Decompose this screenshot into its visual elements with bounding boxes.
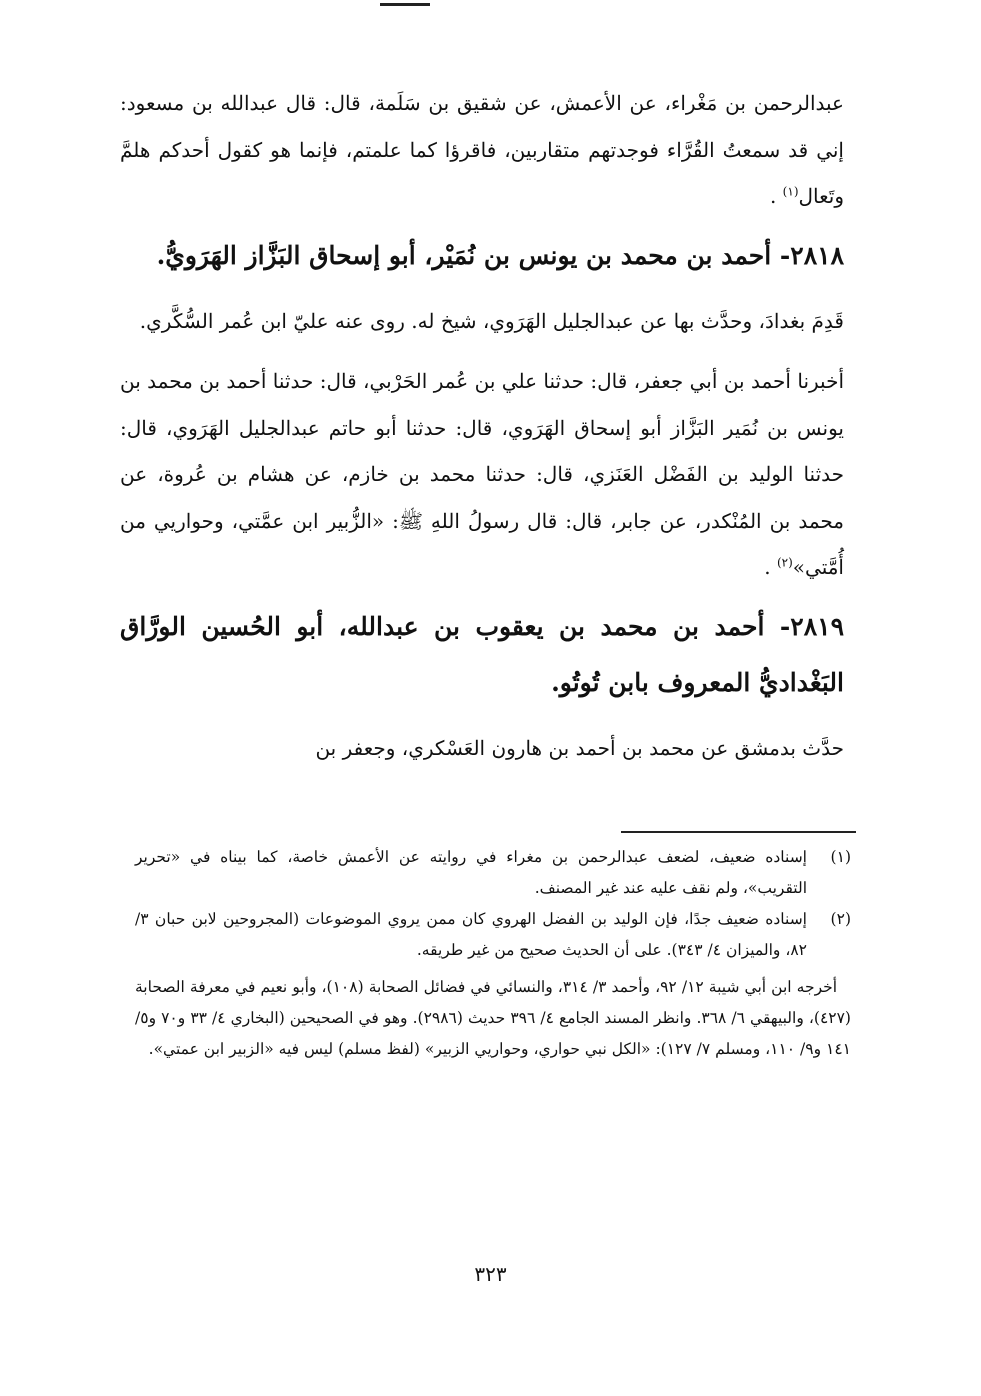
paragraph-tail: .: [769, 184, 783, 208]
footnote-1: [135, 842, 851, 904]
paragraph-isnad: [120, 80, 844, 220]
entry-heading-2818: ٢٨١٨- أحمد بن محمد بن يونس بن نُمَيْر، أبو إسحاق البَزَّاز الهَرَويُّ.: [156, 240, 844, 270]
entry-heading-2819: ٢٨١٩- أحمد بن محمد بن يعقوب بن عبدالله، أبو الحُسين الورَّاق البَغْداديُّ المعروف بابن تُوتُو.: [120, 611, 844, 697]
paragraph-tail: .: [764, 555, 777, 579]
paragraph-text: أخبرنا أحمد بن أبي جعفر، قال: حدثنا علي بن عُمر الحَرْبي، قال: حدثنا أحمد بن محمد بن يونس بن نُمَير البَزَّاز أبو إسحاق الهَرَوي، قال: حدثنا أبو حاتم عبدالجليل الهَرَوي، قال: حدثنا الوليد بن الفَضْل العَنَزي، قال: حدثنا محمد بن خازم، عن هشام بن عُروة، عن محمد بن المُنْكدر، عن جابر، قال: قال رسولُ اللهِ ﷺ: «الزُّبير ابن عمَّتي، وحواريي من أُمَّتي»: [120, 369, 845, 579]
footnote-ref-2[interactable]: (٢): [776, 555, 793, 570]
paragraph-hadith: [120, 358, 844, 591]
footnotes: [135, 842, 851, 1065]
footnote-2-continuation: أخرجه ابن أبي شيبة ١٢/ ٩٢، وأحمد ٣/ ٣١٤، والنسائي في فضائل الصحابة (١٠٨)، وأبو نعيم في معرفة الصحابة (٤٢٧)، والبيهقي ٦/ ٣٦٨. وانظر المسند الجامع ٤/ ٣٩٦ حديث (٢٩٨٦). وهو في الصحيحين (البخاري ٤/ ٣٣ و٧٠ و٥/ ١٤١ و٩/ ١١٠، ومسلم ٧/ ١٢٧): «الكل نبي حواري، وحواريي الزبير» (لفظ مسلم) ليس فيه «الزبير ابن عمتي».: [135, 978, 851, 1058]
paragraph-text: عبدالرحمن بن مَغْراء، عن الأعمش، عن شقيق بن سَلَمة، قال: قال عبدالله بن مسعود: إني قد سمعتُ القُرَّاء فوجدتهم متقاربين، فاقرؤا كما علمتم، فإنما هو كقول أحدكم هلمَّ وتَعال: [120, 91, 844, 208]
top-edge-mark: [380, 0, 430, 10]
footnote-text: إسناده ضعيف جدًا، فإن الوليد بن الفضل الهروي كان ممن يروي الموضوعات (المجروحين لابن حبان ٣/ ٨٢، والميزان ٤/ ٣٤٣). على أن الحديث صحيح من غير طريقه.: [135, 910, 807, 959]
footnote-ref-1[interactable]: (١): [782, 184, 799, 199]
footnote-text: إسناده ضعيف، لضعف عبدالرحمن بن مغراء في روايته عن الأعمش خاصة، كما بيناه في «تحرير التقريب»، ولم نقف عليه عند غير المصنف.: [135, 848, 807, 897]
paragraph-biography: قَدِمَ بغدادَ، وحدَّث بها عن عبدالجليل الهَرَوي، شيخ له. روى عنه عليّ ابن عُمر السُّكَّري.: [139, 308, 844, 333]
page-number: ٣٢٣: [474, 1262, 507, 1286]
footnote-2: [135, 904, 851, 966]
footnote-number: (٢): [830, 910, 851, 928]
paragraph-continuation: حدَّث بدمشق عن محمد بن أحمد بن هارون العَسْكري، وجعفر بن: [315, 735, 844, 760]
footnote-number: (١): [830, 848, 851, 866]
main-text: [120, 80, 844, 771]
footnote-divider: [621, 831, 856, 833]
